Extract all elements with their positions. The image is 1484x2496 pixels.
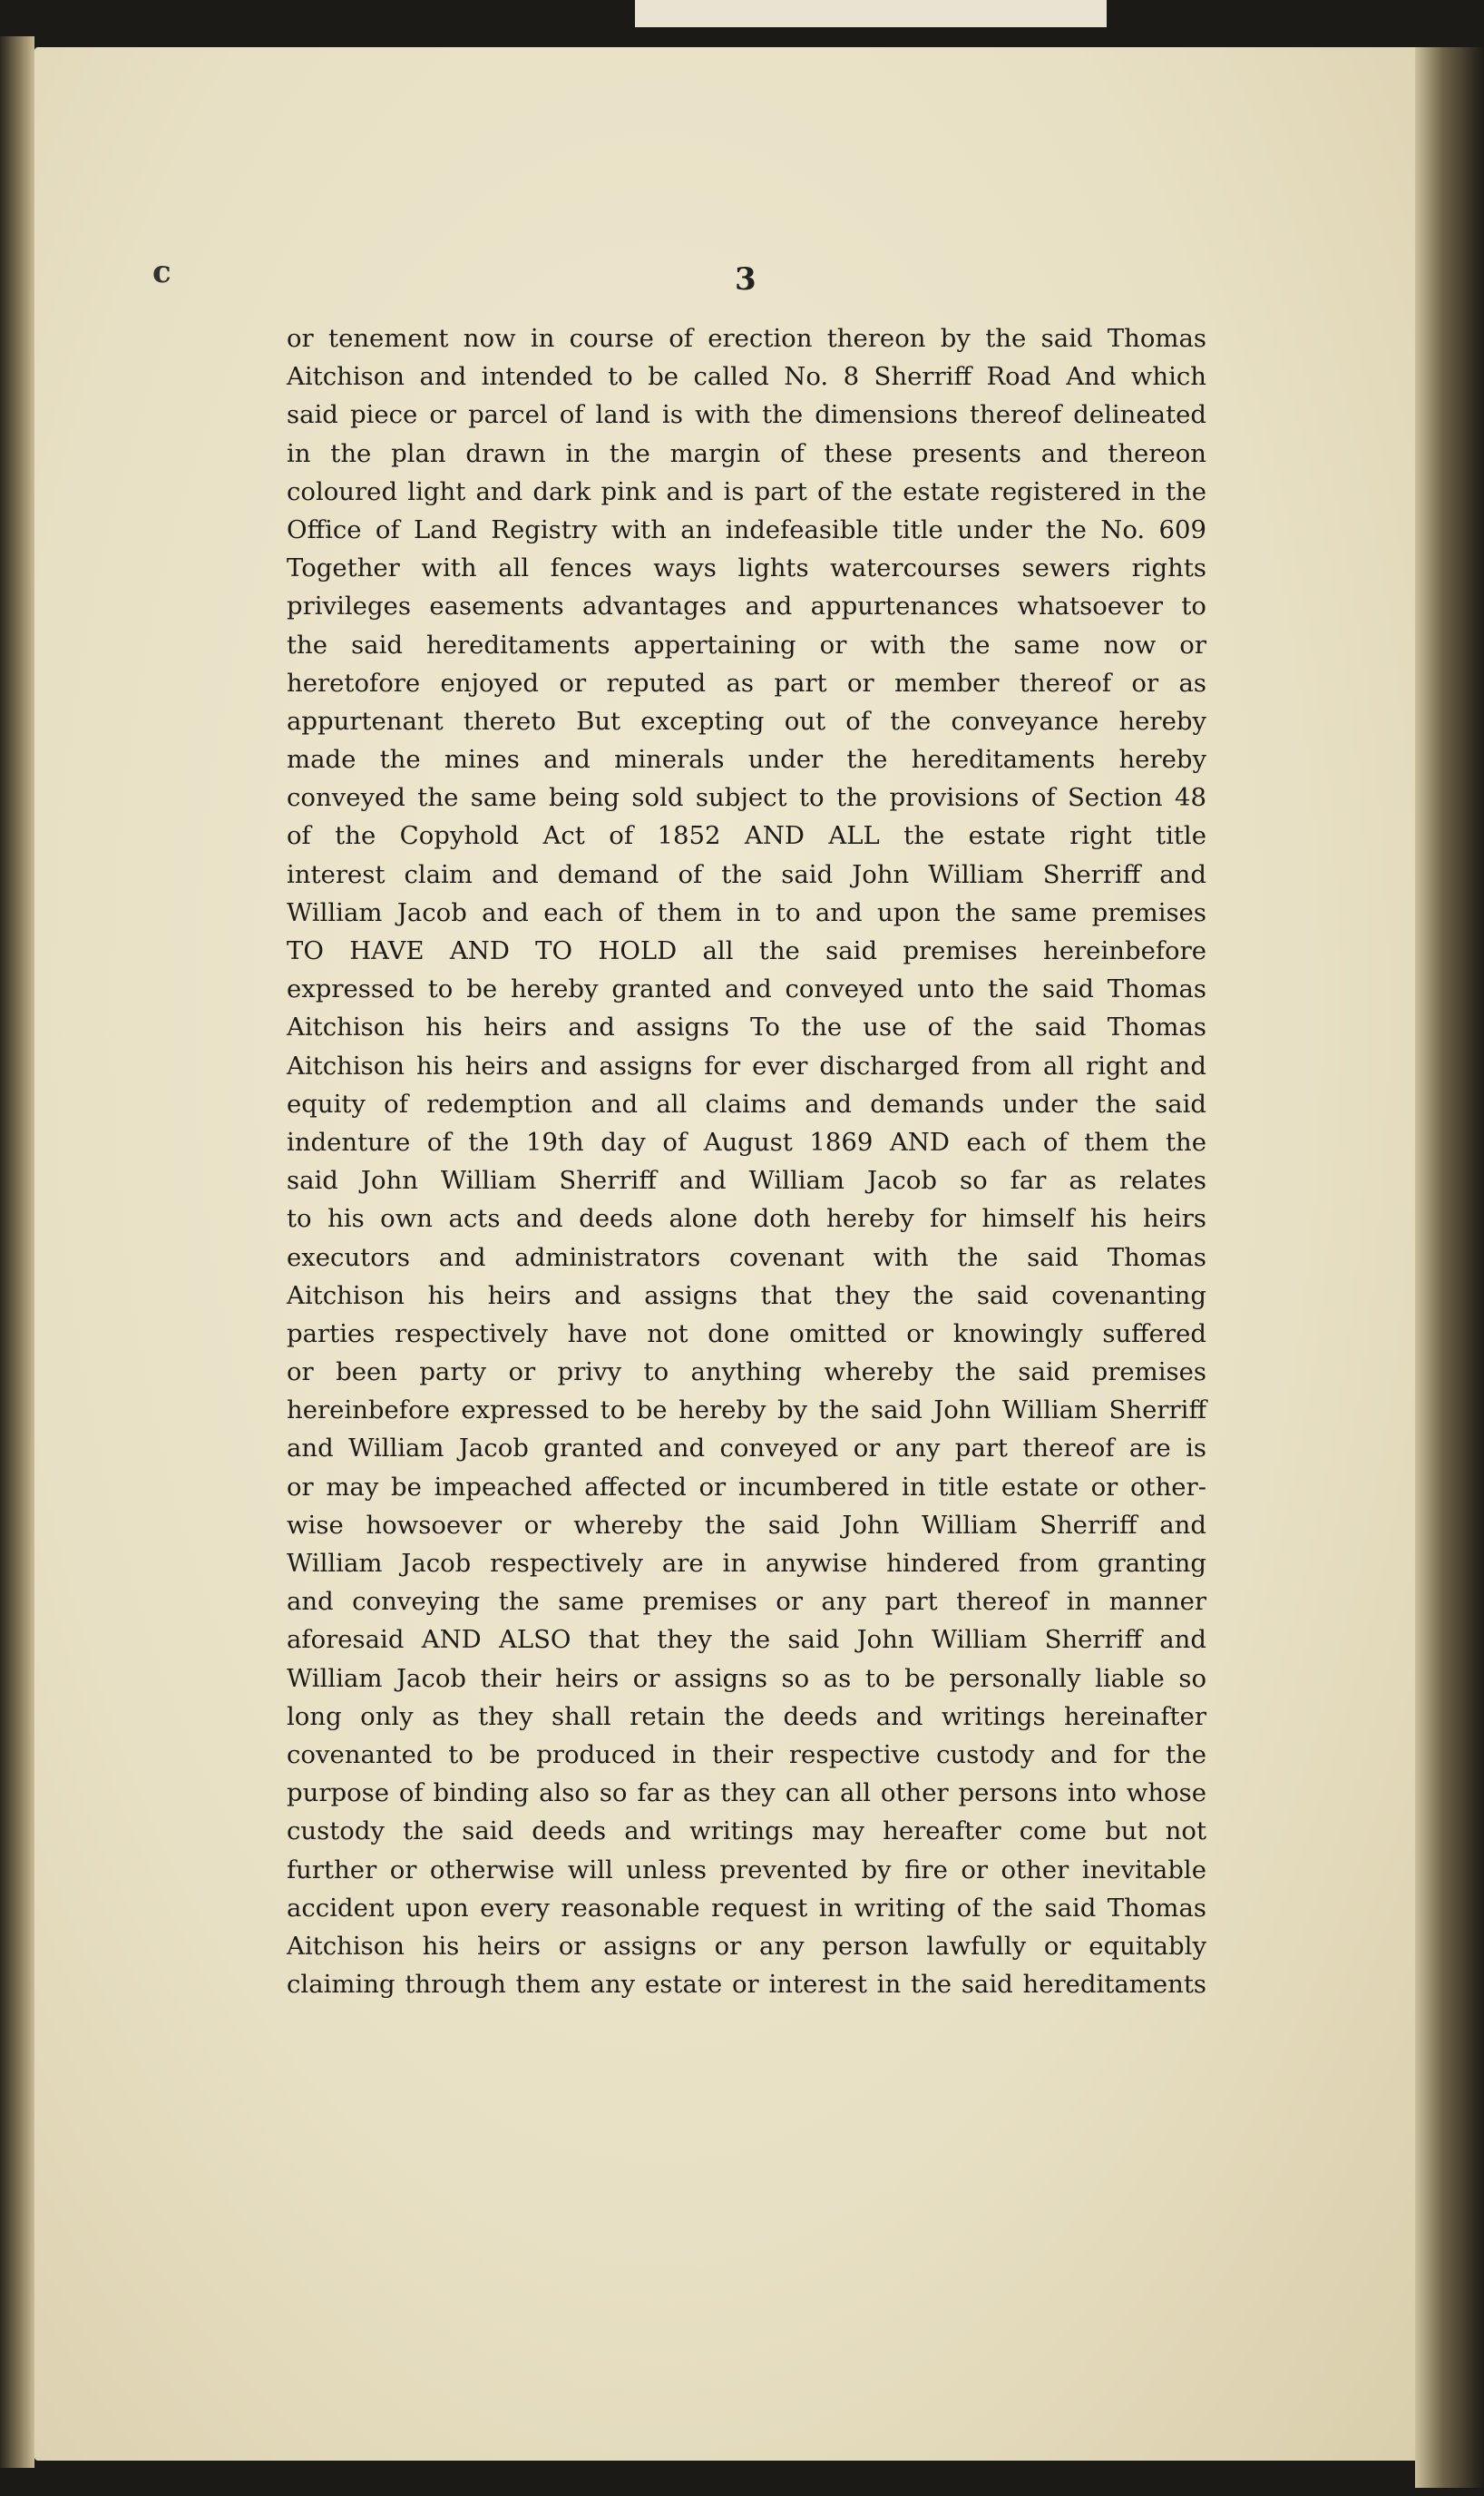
text-line: and conveying the same premises or any part thereof in manner (287, 1587, 1206, 1617)
text-line: or may be impeached affected or incumbered in title estate or other- (287, 1472, 1206, 1502)
paper-slip-top (635, 0, 1107, 27)
margin-mark: c (152, 254, 171, 290)
text-line: privileges easements advantages and appurtenances whatsoever to (287, 592, 1206, 622)
text-line: or tenement now in course of erection thereon by the said Thomas (287, 324, 1206, 353)
text-line: further or otherwise will unless prevented by fire or other inevitable (287, 1855, 1206, 1884)
text-line: Aitchison his heirs or assigns or any person lawfully or equitably (287, 1931, 1206, 1961)
text-line: said piece or parcel of land is with the dimensions thereof delineated (287, 400, 1206, 430)
text-line: aforesaid AND ALSO that they the said John William Sherriff and (287, 1625, 1206, 1655)
text-line: William Jacob respectively are in anywise hindered from granting (287, 1549, 1206, 1578)
text-line: hereinbefore expressed to be hereby by the said John William Sherriff (287, 1395, 1206, 1425)
text-line: indenture of the 19th day of August 1869 AND each of them the (287, 1127, 1206, 1157)
text-line: Aitchison his heirs and assigns that they the said covenanting (287, 1280, 1206, 1310)
text-line: William Jacob their heirs or assigns so as to be personally liable so (287, 1663, 1206, 1693)
text-line: equity of redemption and all claims and demands under the said (287, 1089, 1206, 1119)
text-line: parties respectively have not done omitted or knowingly suffered (287, 1318, 1206, 1348)
text-line: Office of Land Registry with an indefeasible title under the No. 609 (287, 514, 1206, 544)
text-line: conveyed the same being sold subject to the provisions of Section 48 (287, 783, 1206, 813)
text-line: or been party or privy to anything whereby the said premises (287, 1357, 1206, 1387)
text-line: heretofore enjoyed or reputed as part or member thereof or as (287, 668, 1206, 698)
text-line: made the mines and minerals under the hereditaments hereby (287, 745, 1206, 775)
text-line: accident upon every reasonable request in writing of the said Thomas (287, 1893, 1206, 1923)
text-line: wise howsoever or whereby the said John William Sherriff and (287, 1510, 1206, 1540)
text-line: executors and administrators covenant with the said Thomas (287, 1242, 1206, 1272)
text-line: to his own acts and deeds alone doth hereby for himself his heirs (287, 1204, 1206, 1234)
text-line: long only as they shall retain the deeds and writings hereinafter (287, 1701, 1206, 1731)
page-number: 3 (735, 261, 757, 298)
text-line: in the plan drawn in the margin of these presents and thereon (287, 438, 1206, 468)
text-line: custody the said deeds and writings may hereafter come but not (287, 1816, 1206, 1846)
text-line: claiming through them any estate or interest in the said hereditaments (287, 1970, 1206, 2000)
text-line: said John William Sherriff and William Jacob so far as relates (287, 1166, 1206, 1196)
text-line: Aitchison and intended to be called No. 8 Sherriff Road And which (287, 362, 1206, 392)
page-edge-right (1415, 47, 1484, 2488)
text-line: the said hereditaments appertaining or with the same now or (287, 630, 1206, 660)
text-line: of the Copyhold Act of 1852 AND ALL the estate right title (287, 821, 1206, 851)
text-line: appurtenant thereto But excepting out of the conveyance hereby (287, 706, 1206, 736)
text-line: William Jacob and each of them in to and upon the same premises (287, 897, 1206, 927)
text-line: Aitchison his heirs and assigns for ever discharged from all right and (287, 1051, 1206, 1081)
text-line: Aitchison his heirs and assigns To the use of the said Thomas (287, 1013, 1206, 1042)
text-line: Together with all fences ways lights watercourses sewers rights (287, 553, 1206, 583)
text-line: and William Jacob granted and conveyed or any part thereof are is (287, 1434, 1206, 1463)
document-body-text (287, 319, 1206, 2003)
text-line: interest claim and demand of the said John William Sherriff and (287, 859, 1206, 889)
text-line: coloured light and dark pink and is part of the estate registered in the (287, 476, 1206, 506)
book-binding-left (0, 36, 34, 2468)
text-line: purpose of binding also so far as they can all other persons into whose (287, 1778, 1206, 1808)
text-line: TO HAVE AND TO HOLD all the said premises hereinbefore (287, 936, 1206, 965)
text-line: expressed to be hereby granted and conveyed unto the said Thomas (287, 974, 1206, 1004)
text-line: covenanted to be produced in their respective custody and for the (287, 1739, 1206, 1769)
